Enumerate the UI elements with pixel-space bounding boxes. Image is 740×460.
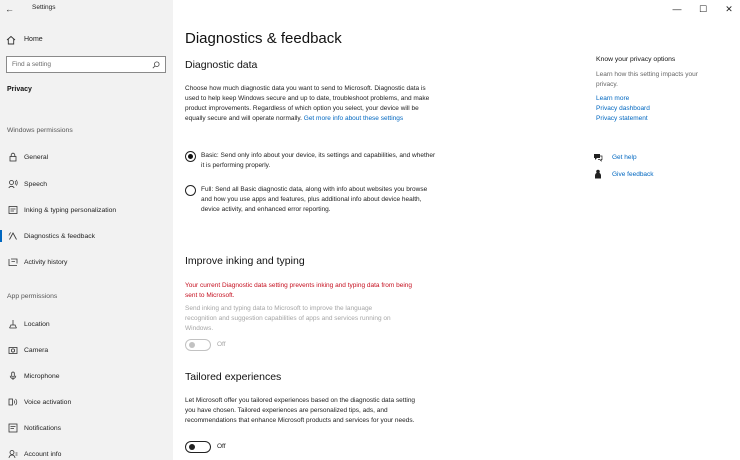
sidebar-item-label: Camera bbox=[24, 346, 49, 354]
lock-icon bbox=[8, 152, 18, 162]
account-icon bbox=[8, 449, 18, 459]
sidebar-item-general[interactable] bbox=[0, 147, 173, 167]
search-placeholder: Find a setting bbox=[12, 61, 52, 68]
toggle-knob bbox=[189, 342, 195, 348]
sidebar-item-microphone[interactable] bbox=[0, 366, 173, 386]
inking-toggle-label: Off bbox=[217, 341, 226, 348]
close-button[interactable]: ✕ bbox=[725, 4, 733, 14]
basic-radio[interactable] bbox=[185, 151, 196, 162]
privacy-dashboard-link[interactable]: Privacy dashboard bbox=[596, 105, 650, 112]
diagnostic-description-text: Choose how much diagnostic data you want to send to Microsoft. Diagnostic data is used to help keep Windows secure and up to date, troubleshoot problems, and make product improvements. Regardless of which option you select, your device will be equally secure and will operate normally. bbox=[185, 85, 430, 122]
minimize-button[interactable]: — bbox=[672, 4, 682, 14]
full-radio[interactable] bbox=[185, 185, 196, 196]
sidebar-item-speech[interactable] bbox=[0, 174, 173, 194]
back-arrow-icon[interactable]: ← bbox=[5, 4, 14, 14]
sidebar-item-camera[interactable] bbox=[0, 340, 173, 360]
sidebar-item-account-info[interactable] bbox=[0, 444, 173, 460]
sidebar-item-notifications[interactable] bbox=[0, 418, 173, 438]
sidebar-item-diagnostics[interactable] bbox=[0, 226, 173, 246]
search-icon[interactable] bbox=[152, 61, 160, 69]
sidebar-item-label: Diagnostics & feedback bbox=[24, 232, 96, 240]
microphone-icon bbox=[8, 371, 18, 381]
sidebar-item-activity-history[interactable] bbox=[0, 252, 173, 272]
home-icon bbox=[6, 35, 16, 45]
tailored-toggle-label: Off bbox=[217, 443, 226, 450]
sidebar-item-label: Notifications bbox=[24, 424, 62, 432]
sidebar-item-label: Activity history bbox=[24, 258, 68, 266]
location-icon bbox=[8, 319, 18, 329]
full-option-text: Full: Send all Basic diagnostic data, along with info about websites you browse and how you use apps and features, plus additional info about device health, device activity, and enhanced error reporting. bbox=[201, 186, 428, 213]
sidebar-item-label: General bbox=[24, 153, 49, 161]
give-feedback-label: Give feedback bbox=[612, 170, 654, 178]
home-label: Home bbox=[24, 36, 43, 43]
sidebar-item-label: Account info bbox=[24, 450, 62, 458]
inking-warning: Your current Diagnostic data setting prevents inking and typing data from being sent to Microsoft. bbox=[185, 282, 413, 299]
help-icon bbox=[593, 152, 603, 162]
maximize-button[interactable]: ☐ bbox=[698, 4, 708, 14]
home-nav[interactable] bbox=[6, 33, 43, 46]
sidebar-item-label: Voice activation bbox=[24, 398, 72, 406]
section-title-inking: Improve inking and typing bbox=[185, 255, 305, 267]
get-help-label: Get help bbox=[612, 153, 637, 161]
speech-icon bbox=[8, 179, 18, 189]
get-help-link[interactable] bbox=[593, 151, 637, 163]
inking-description: Send inking and typing data to Microsoft to improve the language recognition and suggestion capabilities of apps and services running on Windows. bbox=[185, 305, 391, 332]
section-title-diagnostic: Diagnostic data bbox=[185, 59, 258, 71]
sidebar-item-voice-activation[interactable] bbox=[0, 392, 173, 412]
privacy-statement-link[interactable]: Privacy statement bbox=[596, 115, 648, 122]
group-label-windows: Windows permissions bbox=[7, 127, 73, 134]
toggle-knob bbox=[189, 444, 195, 450]
search-input[interactable] bbox=[6, 56, 166, 73]
diagnostic-description bbox=[185, 84, 432, 124]
give-feedback-link[interactable] bbox=[593, 168, 654, 180]
sidebar-item-label: Microphone bbox=[24, 372, 60, 380]
main-content bbox=[173, 0, 740, 460]
notifications-icon bbox=[8, 423, 18, 433]
sidebar-item-inking[interactable] bbox=[0, 200, 173, 220]
app-title: Settings bbox=[32, 4, 56, 11]
privacy-options-description: Learn how this setting impacts your privacy. bbox=[596, 71, 698, 88]
feedback-icon bbox=[593, 169, 603, 179]
camera-icon bbox=[8, 345, 18, 355]
diagnostics-icon bbox=[8, 231, 18, 241]
more-info-link[interactable]: Get more info about these settings bbox=[303, 115, 404, 122]
inking-icon bbox=[8, 205, 18, 215]
inking-toggle[interactable] bbox=[185, 339, 211, 351]
activity-icon bbox=[8, 257, 18, 267]
page-title: Diagnostics & feedback bbox=[185, 30, 342, 47]
learn-more-link[interactable]: Learn more bbox=[596, 95, 630, 102]
section-title: Privacy bbox=[7, 86, 32, 93]
tailored-toggle[interactable] bbox=[185, 441, 211, 453]
voice-icon bbox=[8, 397, 18, 407]
sidebar bbox=[0, 0, 173, 460]
privacy-options-title: Know your privacy options bbox=[596, 56, 676, 63]
sidebar-item-label: Location bbox=[24, 320, 50, 328]
sidebar-item-label: Inking & typing personalization bbox=[24, 206, 117, 214]
basic-option-text: Basic: Send only info about your device, its settings and capabilities, and whether it is performing properly. bbox=[201, 152, 436, 169]
group-label-apps: App permissions bbox=[7, 293, 58, 300]
section-title-tailored: Tailored experiences bbox=[185, 371, 282, 383]
sidebar-item-location[interactable] bbox=[0, 314, 173, 334]
tailored-description: Let Microsoft offer you tailored experiences based on the diagnostic data setting you have chosen. Tailored experiences are personalized tips, ads, and recommendations that enhance Microsoft products and services for your needs. bbox=[185, 397, 416, 424]
sidebar-item-label: Speech bbox=[24, 180, 48, 188]
